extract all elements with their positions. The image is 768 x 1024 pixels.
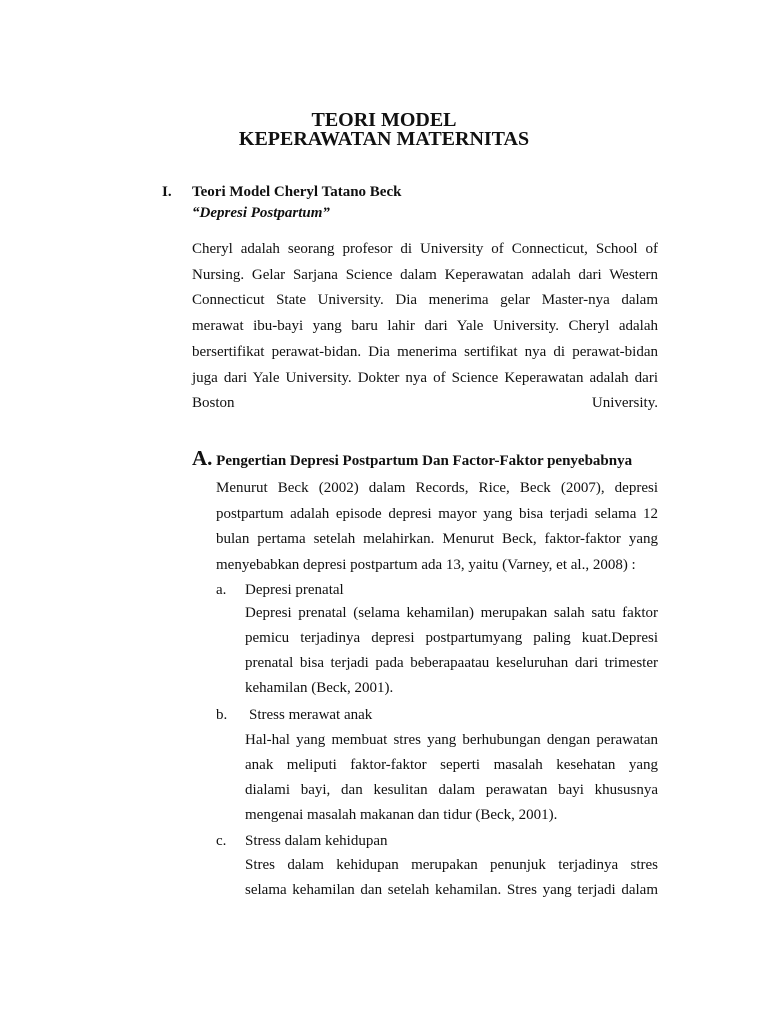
subsection-paragraph [216, 476, 658, 579]
list-item-line: selama kehamilan dan setelah kehamilan. Stres yang terjadi dalam [245, 882, 658, 898]
intro-last-right: University. [591, 395, 658, 412]
paragraph-line: bulan pertama setelah melahirkan. Menurut Beck, faktor-faktor yang [216, 531, 658, 548]
intro-last-line [192, 391, 658, 417]
document-title-line-1: TEORI MODEL [311, 109, 457, 131]
paragraph-line: Menurut Beck (2002) dalam Records, Rice, Beck (2007), depresi [216, 480, 658, 496]
intro-line: Connecticut State University. Dia menerima gelar Master-nya dalam [192, 292, 658, 309]
intro-paragraph [192, 237, 658, 417]
intro-last-left: Boston [192, 395, 235, 412]
list-item-title: Depresi prenatal [245, 582, 344, 598]
section-title: Teori Model Cheryl Tatano Beck [192, 184, 402, 200]
list-item-title: Stress merawat anak [249, 707, 373, 723]
section-number: I. [162, 184, 172, 200]
subsection-letter: A. [192, 446, 213, 470]
list-item-body [245, 601, 658, 701]
list-item-line: prenatal bisa terjadi pada beberapaatau keseluruhan dari trimester [245, 655, 658, 671]
list-item-title: Stress dalam kehidupan [245, 833, 388, 849]
intro-line: merawat ibu-bayi yang baru lahir dari Yale University. Cheryl adalah [192, 318, 658, 335]
intro-line: bersertifikat perawat-bidan. Dia menerima sertifikat nya di perawat-bidan [192, 343, 658, 360]
list-item-line: dialami bayi, dan kesulitan dalam perawatan bayi khususnya [245, 782, 658, 798]
list-item-line: anak meliputi faktor-faktor seperti masalah kesehatan yang [245, 757, 658, 773]
intro-line: Cheryl adalah seorang profesor di University of Connecticut, School of [192, 241, 658, 257]
list-item-line: mengenai masalah makanan dan tidur (Beck, 2001). [245, 807, 558, 823]
intro-line: Nursing. Gelar Sarjana Science dalam Keperawatan adalah dari Western [192, 266, 658, 283]
list-item-line: kehamilan (Beck, 2001). [245, 680, 394, 696]
list-item-line: Hal-hal yang membuat stres yang berhubungan dengan perawatan [245, 732, 658, 748]
list-item-letter: c. [216, 833, 227, 849]
document-title-line-2: KEPERAWATAN MATERNITAS [238, 128, 530, 150]
list-item-body [245, 728, 658, 828]
list-item-letter: b. [216, 707, 228, 723]
list-item-line: Depresi prenatal (selama kehamilan) merupakan salah satu faktor [245, 605, 658, 621]
list-item-letter: a. [216, 582, 227, 598]
list-item-line: pemicu terjadinya depresi postpartumyang paling kuat.Depresi [245, 630, 658, 646]
paragraph-line: postpartum adalah episode depresi mayor yang bisa terjadi selama 12 [216, 505, 658, 522]
section-subtitle: “Depresi Postpartum” [192, 205, 330, 221]
subsection-heading [192, 446, 632, 473]
subsection-title: Pengertian Depresi Postpartum Dan Factor-Faktor penyebabnya [216, 453, 633, 469]
list-item-body [245, 853, 658, 903]
paragraph-line: menyebabkan depresi postpartum ada 13, yaitu (Varney, et al., 2008) : [216, 557, 636, 574]
intro-line: juga dari Yale University. Dokter nya of Science Keperawatan adalah dari [192, 369, 658, 386]
list-item-line: Stres dalam kehidupan merupakan penunjuk terjadinya stres [245, 857, 658, 873]
